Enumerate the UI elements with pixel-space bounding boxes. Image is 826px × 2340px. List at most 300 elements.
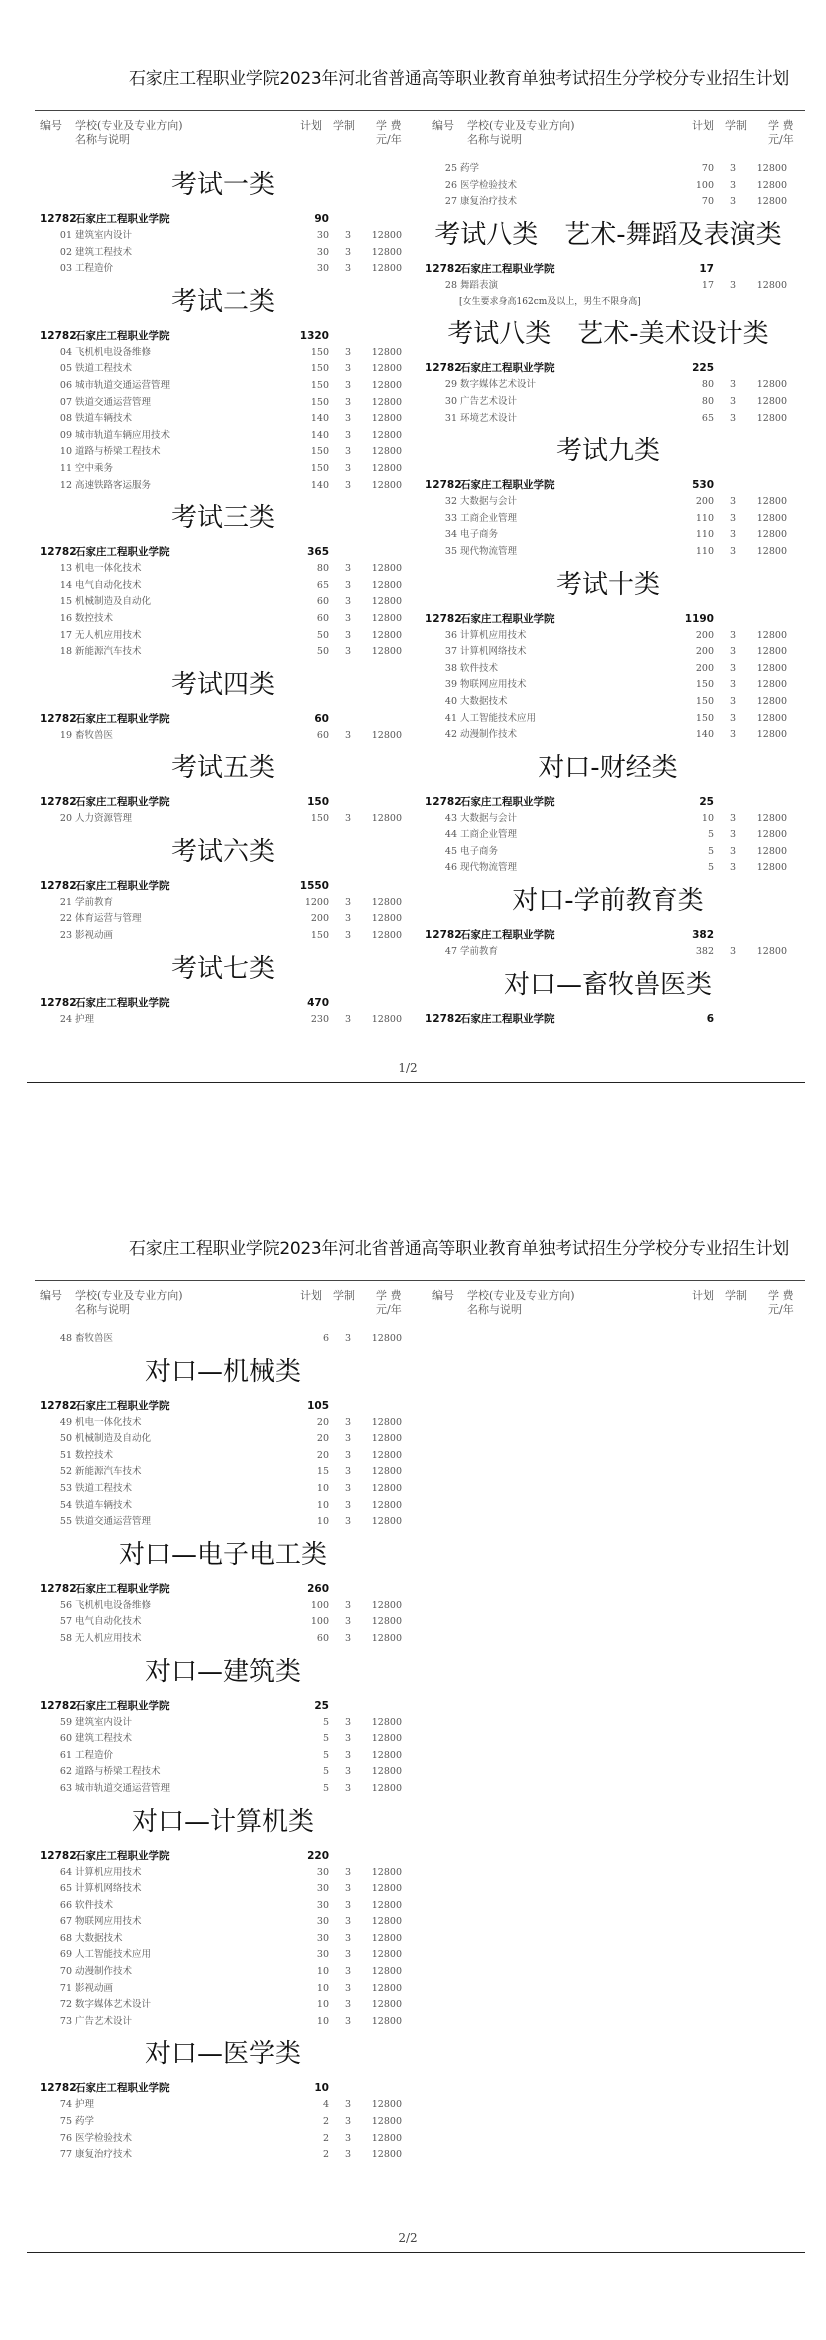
header-fee-l1: 学 费 [376,1289,402,1302]
major-number: 44 [444,829,457,841]
major-number: 65 [59,1883,72,1895]
header-plan: 计划 [300,119,322,132]
school-code: 12782 [40,1399,77,1412]
category-heading: 对口—建筑类 [144,1656,301,1687]
school-name: 石家庄工程职业学院 [460,795,555,808]
study-years: 3 [729,512,737,524]
tuition-fee: 12800 [371,1999,402,2011]
major-row [38,1331,408,1348]
major-row [38,1012,408,1029]
study-years: 3 [344,1466,352,1478]
major-name: 道路与桥梁工程技术 [75,1766,161,1778]
tuition-fee: 12800 [756,662,787,674]
category-heading: 对口—畜牧兽医类 [503,969,712,1000]
plan-count: 30 [316,1932,329,1944]
major-row [38,1981,408,1998]
tuition-fee: 12800 [371,1482,402,1494]
plan-count: 50 [316,646,329,658]
major-number: 38 [444,662,457,674]
major-name: 体育运营与管理 [75,913,142,925]
study-years: 3 [729,829,737,841]
major-row [38,1598,408,1615]
tuition-fee: 12800 [371,1982,402,1994]
tuition-fee: 12800 [756,729,787,741]
category-heading: 对口-学前教育类 [512,886,704,917]
study-years: 3 [729,712,737,724]
major-row [38,261,408,278]
plan-count: 80 [701,379,714,391]
school-name: 石家庄工程职业学院 [460,929,555,942]
study-years: 3 [729,679,737,691]
plan-total: 1550 [299,879,329,892]
major-number: 37 [444,646,457,658]
tuition-fee: 12800 [371,2015,402,2027]
major-row [38,561,408,578]
study-years: 3 [344,1999,352,2011]
category-heading: 考试三类 [170,503,275,534]
major-row [38,1914,408,1931]
plan-count: 140 [310,429,329,441]
study-years: 3 [344,1766,352,1778]
major-name: 计算机应用技术 [460,629,527,641]
major-name: 计算机网络技术 [460,646,527,658]
major-row [423,711,793,728]
major-number: 61 [59,1749,72,1761]
major-name: 数字媒体艺术设计 [460,379,537,391]
school-name: 石家庄工程职业学院 [75,996,170,1009]
plan-count: 5 [707,845,714,857]
major-row [38,1781,408,1798]
major-number: 77 [59,2149,72,2161]
school-code: 12782 [40,1699,77,1712]
study-years: 3 [729,179,737,191]
tuition-fee: 12800 [371,563,402,575]
major-row [423,727,793,744]
study-years: 3 [344,1982,352,1994]
major-name: 药学 [75,2116,95,2128]
category-heading: 考试八类 艺术-舞蹈及表演类 [434,219,782,250]
school-row [38,327,408,345]
major-row [423,278,793,295]
major-name: 影视动画 [75,930,114,942]
tuition-fee: 12800 [371,2149,402,2161]
plan-count: 110 [695,529,714,541]
plan-count: 60 [316,596,329,608]
study-years: 3 [729,395,737,407]
plan-total: 220 [307,1849,329,1862]
plan-count: 110 [695,512,714,524]
left-column [38,161,408,1028]
tuition-fee: 12800 [371,579,402,591]
major-row [423,844,793,861]
plan-count: 60 [316,729,329,741]
plan-count: 140 [695,729,714,741]
tuition-fee: 12800 [756,179,787,191]
page-title: 石家庄工程职业学院2023年河北省普通高等职业教育单独考试招生分学校分专业招生计划 [129,1239,789,1259]
header-fee-l1: 学 费 [768,119,794,132]
major-number: 36 [444,629,457,641]
major-name: 软件技术 [75,1899,114,1911]
major-number: 58 [59,1632,72,1644]
major-number: 28 [444,279,457,291]
major-row [38,644,408,661]
major-row [38,1464,408,1481]
school-code: 12782 [40,1849,77,1862]
major-row [423,944,793,961]
tuition-fee: 12800 [756,379,787,391]
major-name: 工商企业管理 [460,829,518,841]
header-length: 学制 [725,119,747,132]
major-row [38,1865,408,1882]
plan-count: 150 [695,712,714,724]
study-years: 3 [344,1013,352,1025]
plan-count: 5 [707,829,714,841]
major-row [38,811,408,828]
major-name: 铁道车辆技术 [75,413,133,425]
major-row [38,461,408,478]
major-name: 现代物流管理 [460,862,518,874]
plan-total: 225 [692,362,714,375]
major-name: 新能源汽车技术 [75,1466,142,1478]
school-row [38,1697,408,1715]
tuition-fee: 12800 [371,462,402,474]
study-years: 3 [729,412,737,424]
school-code: 12782 [40,712,77,725]
major-number: 41 [444,712,457,724]
tuition-fee: 12800 [371,429,402,441]
study-years: 3 [344,1899,352,1911]
major-name: 电子商务 [460,529,499,541]
major-name: 建筑工程技术 [75,1733,133,1745]
major-number: 66 [59,1899,72,1911]
major-number: 46 [444,862,457,874]
major-name: 铁道工程技术 [75,1482,133,1494]
major-row [38,911,408,928]
school-row [38,710,408,728]
plan-count: 20 [316,1449,329,1461]
major-name: 电子商务 [460,845,499,857]
plan-total: 530 [692,479,714,492]
major-number: 72 [59,1999,72,2011]
plan-total: 25 [699,795,714,808]
plan-count: 1200 [304,896,329,908]
major-number: 21 [59,896,72,908]
tuition-fee: 12800 [756,695,787,707]
study-years: 3 [344,246,352,258]
major-row [38,1748,408,1765]
plan-total: 1320 [299,329,329,342]
study-years: 3 [729,862,737,874]
school-code: 12782 [425,479,462,492]
header-school-l1: 学校(专业及专业方向) [75,119,183,132]
plan-count: 20 [316,1416,329,1428]
study-years: 3 [729,629,737,641]
study-years: 3 [344,1499,352,1511]
plan-count: 200 [695,496,714,508]
study-years: 3 [729,946,737,958]
major-number: 04 [59,346,72,358]
plan-count: 30 [316,246,329,258]
major-row [423,677,793,694]
school-row [38,2079,408,2097]
study-years: 3 [344,2149,352,2161]
school-name: 石家庄工程职业学院 [460,479,555,492]
plan-count: 150 [310,363,329,375]
tuition-fee: 12800 [756,163,787,174]
page-title: 石家庄工程职业学院2023年河北省普通高等职业教育单独考试招生分学校分专业招生计划 [129,69,789,89]
study-years: 3 [344,1333,352,1344]
plan-count: 382 [695,946,714,958]
study-years: 3 [344,1916,352,1928]
major-name: 无人机应用技术 [75,629,142,641]
study-years: 3 [729,163,737,174]
study-years: 3 [729,695,737,707]
major-name: 大数据与会计 [460,812,518,824]
study-years: 3 [729,279,737,291]
study-years: 3 [344,1433,352,1445]
school-row [423,610,793,628]
major-name: 计算机应用技术 [75,1866,142,1878]
tuition-fee: 12800 [371,813,402,825]
major-row [38,2131,408,2148]
category-heading: 考试八类 艺术-美术设计类 [447,319,769,350]
school-row [38,1847,408,1865]
plan-count: 230 [310,1013,329,1025]
study-years: 3 [344,813,352,825]
header-plan: 计划 [300,1289,322,1302]
header-fee-l1: 学 费 [768,1289,794,1302]
major-number: 49 [59,1416,72,1428]
plan-count: 30 [316,263,329,275]
school-name: 石家庄工程职业学院 [75,712,170,725]
category-heading: 考试一类 [170,170,275,200]
major-name: 舞蹈表演 [460,279,499,291]
major-name: 环境艺术设计 [460,412,518,424]
major-name: 人工智能技术应用 [75,1949,152,1961]
school-code: 12782 [40,2082,77,2095]
major-name: 工程造价 [75,1749,114,1761]
major-row [38,728,408,745]
tuition-fee: 12800 [756,545,787,557]
major-number: 24 [59,1013,72,1025]
tuition-fee: 12800 [371,246,402,258]
major-number: 23 [59,930,72,942]
major-number: 05 [59,363,72,375]
major-number: 19 [59,729,72,741]
major-name: 护理 [75,1013,95,1025]
plan-total: 6 [706,1012,714,1025]
plan-total: 105 [307,1399,329,1412]
tuition-fee: 12800 [756,812,787,824]
major-row [38,1947,408,1964]
school-code: 12782 [425,262,462,275]
major-name: 广告艺术设计 [460,395,518,407]
plan-count: 30 [316,1866,329,1878]
major-number: 56 [59,1599,72,1611]
major-number: 33 [444,512,457,524]
major-name: 动漫制作技术 [460,729,518,741]
major-name: 护理 [75,2099,95,2111]
major-name: 机械制造及自动化 [75,596,152,608]
major-name: 工商企业管理 [460,512,518,524]
study-years: 3 [344,1883,352,1895]
tuition-fee: 12800 [371,1782,402,1794]
study-years: 3 [344,2015,352,2027]
tuition-fee: 12800 [371,1433,402,1445]
major-number: 06 [59,379,72,391]
major-row [38,1631,408,1648]
major-row [38,395,408,412]
tuition-fee: 12800 [756,529,787,541]
study-years: 3 [729,845,737,857]
study-years: 3 [344,1966,352,1978]
major-number: 08 [59,413,72,425]
header-fee-l2: 元/年 [768,1303,794,1316]
major-row [38,1881,408,1898]
tuition-fee: 12800 [371,363,402,375]
plan-count: 10 [316,1966,329,1978]
plan-count: 150 [310,396,329,408]
tuition-fee: 12800 [371,1932,402,1944]
plan-count: 150 [695,695,714,707]
major-number: 34 [444,529,457,541]
school-code: 12782 [40,996,77,1009]
study-years: 3 [344,396,352,408]
major-row [423,511,793,528]
major-number: 76 [59,2132,72,2144]
major-name: 医学检验技术 [75,2132,133,2144]
major-name: 道路与桥梁工程技术 [75,446,161,458]
category-heading: 考试十类 [555,569,660,600]
major-row [38,1997,408,2014]
tuition-fee: 12800 [756,279,787,291]
plan-count: 100 [310,1616,329,1628]
major-name: 飞机机电设备维修 [75,1599,152,1611]
column-header [38,119,408,155]
tuition-fee: 12800 [371,896,402,908]
school-name: 石家庄工程职业学院 [75,1582,170,1595]
major-row [38,895,408,912]
study-years: 3 [729,529,737,541]
major-row [38,1731,408,1748]
major-row [423,628,793,645]
header-fee-l1: 学 费 [376,119,402,132]
school-row [38,994,408,1012]
study-years: 3 [729,646,737,658]
header-code: 编号 [40,119,62,132]
header-code: 编号 [40,1289,62,1302]
major-number: 26 [444,179,457,191]
major-name: 新能源汽车技术 [75,646,142,658]
study-years: 3 [344,646,352,658]
category-heading: 考试九类 [555,436,660,467]
tuition-fee: 12800 [371,1599,402,1611]
tuition-fee: 12800 [371,1766,402,1778]
tuition-fee: 12800 [371,1616,402,1628]
major-name: 铁道车辆技术 [75,1499,133,1511]
school-row [38,793,408,811]
study-years: 3 [344,1482,352,1494]
study-years: 3 [344,930,352,942]
tuition-fee: 12800 [756,712,787,724]
study-years: 3 [344,2099,352,2111]
major-name: 药学 [460,163,480,174]
major-name: 大数据技术 [460,695,508,707]
major-name: 铁道交通运营管理 [75,1516,152,1528]
major-number: 55 [59,1516,72,1528]
major-row [423,161,793,178]
major-name: 建筑室内设计 [75,230,133,241]
plan-count: 10 [701,812,714,824]
page-number: 1/2 [398,1061,418,1075]
major-name: 城市轨道交通运营管理 [75,379,171,391]
plan-total: 1190 [684,612,714,625]
major-number: 11 [59,462,72,474]
tuition-fee: 12800 [371,1916,402,1928]
major-row [38,378,408,395]
plan-count: 20 [316,1433,329,1445]
tuition-fee: 12800 [371,2099,402,2111]
major-name: 动漫制作技术 [75,1966,133,1978]
plan-total: 10 [314,2082,329,2095]
study-years: 3 [344,2132,352,2144]
column-header [430,119,800,155]
plan-count: 2 [322,2149,329,2161]
plan-total: 365 [307,546,329,559]
study-years: 3 [344,1749,352,1761]
major-name: 大数据技术 [75,1932,123,1944]
study-years: 3 [344,230,352,241]
major-name: 影视动画 [75,1982,114,1994]
tuition-fee: 12800 [371,612,402,624]
major-number: 69 [59,1949,72,1961]
header-rule [35,110,805,111]
major-row [38,1764,408,1781]
plan-count: 200 [695,629,714,641]
plan-total: 17 [699,262,714,275]
major-row [38,2147,408,2164]
study-years: 3 [729,379,737,391]
major-name: 建筑室内设计 [75,1716,133,1728]
column-header [430,1289,800,1325]
study-years: 3 [344,1866,352,1878]
major-name: 城市轨道车辆应用技术 [75,429,171,441]
major-number: 09 [59,429,72,441]
major-number: 01 [59,230,72,241]
school-name: 石家庄工程职业学院 [460,262,555,275]
major-number: 29 [444,379,457,391]
major-number: 74 [59,2099,72,2111]
major-row [38,228,408,245]
tuition-fee: 12800 [371,629,402,641]
study-years: 3 [344,1782,352,1794]
major-row [38,594,408,611]
school-code: 12782 [40,1582,77,1595]
major-number: 45 [444,845,457,857]
major-name: 飞机机电设备维修 [75,346,152,358]
tuition-fee: 12800 [371,346,402,358]
major-row [423,661,793,678]
major-number: 20 [59,813,72,825]
header-length: 学制 [333,119,355,132]
major-number: 32 [444,496,457,508]
tuition-fee: 12800 [371,1632,402,1644]
study-years: 3 [344,479,352,491]
major-number: 62 [59,1766,72,1778]
major-row [38,628,408,645]
plan-count: 100 [695,179,714,191]
tuition-fee: 12800 [371,1899,402,1911]
